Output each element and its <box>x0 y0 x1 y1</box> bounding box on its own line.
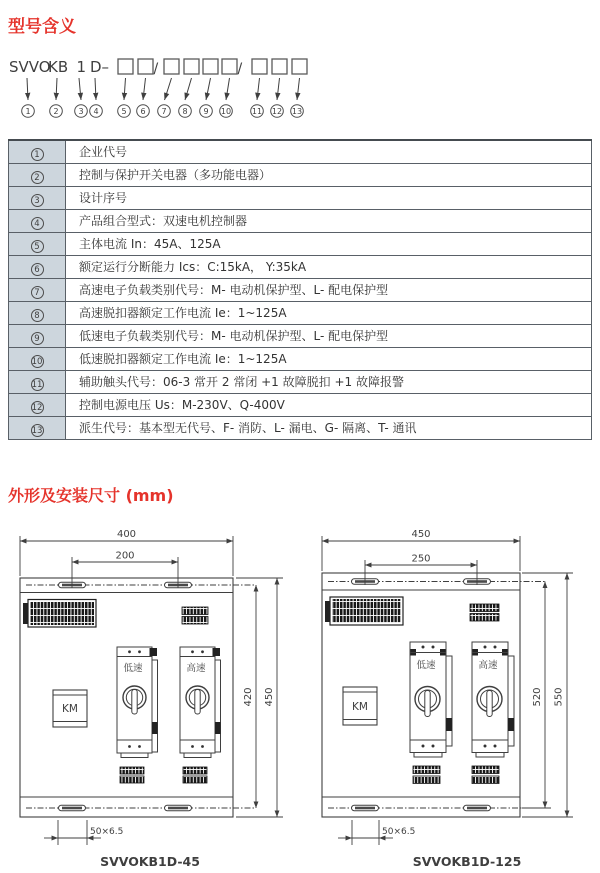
row-marker: 7 <box>31 286 44 299</box>
row-desc: 额定运行分断能力 Ics：C:15kA， Y:35kA <box>66 255 592 278</box>
table-row <box>9 324 592 347</box>
table-row <box>9 140 592 163</box>
marker-6: 6 <box>140 107 146 116</box>
row-marker: 11 <box>31 380 43 390</box>
row-marker: 2 <box>31 171 44 184</box>
km-contactor <box>343 687 377 725</box>
model-spec-table <box>8 139 592 440</box>
marker-9: 9 <box>203 107 209 116</box>
drawing-svvokb1d-125 <box>322 529 573 869</box>
row-marker: 12 <box>31 403 43 413</box>
row-marker: 5 <box>31 240 44 253</box>
section-title-dimensions: 外形及安装尺寸 (mm) <box>8 486 174 505</box>
marker-4: 4 <box>93 107 99 116</box>
drawing-caption: SVVOKB1D-45 <box>100 854 200 869</box>
dim-height-inner: 520 <box>532 687 543 707</box>
row-desc: 高速电子负载类别代号：M- 电动机保护型、L- 配电保护型 <box>66 278 592 301</box>
low-speed-label: 低速 <box>416 660 436 671</box>
row-marker: 10 <box>31 357 43 367</box>
table-row <box>9 209 592 232</box>
km-label: KM <box>62 703 78 715</box>
row-marker: 6 <box>31 263 44 276</box>
code-token-type: D <box>90 58 102 76</box>
marker-1: 1 <box>25 107 31 116</box>
marker-13: 13 <box>291 107 303 116</box>
row-marker: 8 <box>31 309 44 322</box>
table-row <box>9 301 592 324</box>
table-row <box>9 393 592 416</box>
row-desc: 产品组合型式：双速电机控制器 <box>66 209 592 232</box>
row-marker: 9 <box>31 332 44 345</box>
marker-8: 8 <box>182 107 188 116</box>
dim-height-total: 550 <box>553 687 565 707</box>
dim-width-total: 450 <box>411 529 431 540</box>
lower-terminal-blocks <box>120 767 207 783</box>
code-separator-2: / <box>237 61 243 77</box>
row-marker: 3 <box>31 194 44 207</box>
row-desc: 低速脱扣器额定工作电流 Ie：1~125A <box>66 347 592 370</box>
high-speed-label: 高速 <box>478 660 498 671</box>
code-placeholder-boxes <box>118 59 307 74</box>
row-desc: 控制与保护开关电器（多功能电器） <box>66 163 592 186</box>
marker-11: 11 <box>251 107 263 116</box>
aux-terminal-block <box>182 607 208 624</box>
marker-10: 10 <box>220 107 232 116</box>
drawing-caption: SVVOKB1D-125 <box>412 854 522 869</box>
row-marker: 13 <box>31 426 43 436</box>
model-code-diagram <box>0 50 320 128</box>
dim-height-total: 450 <box>264 687 275 707</box>
section-title-model-meaning: 型号含义 <box>8 17 76 37</box>
row-desc: 派生代号：基本型无代号、F- 消防、L- 漏电、G- 隔离、T- 通讯 <box>66 416 592 439</box>
row-desc: 企业代号 <box>66 140 592 163</box>
table-row <box>9 416 592 439</box>
table-row <box>9 186 592 209</box>
marker-12: 12 <box>271 107 283 116</box>
dim-slot: 50×6.5 <box>382 827 416 837</box>
dimension-drawings <box>0 518 600 873</box>
dim-width-total: 400 <box>116 529 137 540</box>
terminal-strip <box>325 597 403 625</box>
high-speed-label: 高速 <box>186 663 206 674</box>
km-contactor <box>53 690 87 727</box>
row-desc: 辅助触头代号：06-3 常开 2 常闭 +1 故障脱扣 +1 故障报警 <box>66 370 592 393</box>
marker-2: 2 <box>53 107 59 116</box>
table-row <box>9 163 592 186</box>
code-token-dash: – <box>101 58 109 76</box>
terminal-strip <box>23 600 96 628</box>
row-marker: 1 <box>31 148 44 161</box>
code-token-series: KB <box>48 58 69 76</box>
aux-terminal-block <box>470 604 499 621</box>
code-token-company: SVVO <box>9 58 51 76</box>
drawing-svvokb1d-45 <box>20 529 283 869</box>
low-speed-label: 低速 <box>123 663 143 674</box>
dim-hole-span: 200 <box>115 550 135 562</box>
table-row <box>9 347 592 370</box>
row-marker: 4 <box>31 217 44 230</box>
table-row <box>9 255 592 278</box>
row-desc: 设计序号 <box>66 186 592 209</box>
table-row <box>9 232 592 255</box>
marker-7: 7 <box>161 107 167 116</box>
row-desc: 高速脱扣器额定工作电流 Ie：1~125A <box>66 301 592 324</box>
dim-height-inner: 420 <box>243 687 254 707</box>
row-desc: 低速电子负载类别代号：M- 电动机保护型、L- 配电保护型 <box>66 324 592 347</box>
km-label: KM <box>352 701 368 713</box>
code-markers <box>22 105 304 118</box>
code-separator-1: / <box>153 61 159 77</box>
dim-slot: 50×6.5 <box>90 827 124 837</box>
lower-terminal-blocks <box>413 766 499 784</box>
table-row <box>9 370 592 393</box>
code-arrows <box>27 78 300 100</box>
marker-3: 3 <box>78 107 84 116</box>
row-desc: 控制电源电压 Us：M-230V、Q-400V <box>66 393 592 416</box>
dim-hole-span: 250 <box>411 553 431 565</box>
marker-5: 5 <box>121 107 127 116</box>
table-row <box>9 278 592 301</box>
code-token-design: 1 <box>76 58 87 76</box>
row-desc: 主体电流 In：45A、125A <box>66 232 592 255</box>
